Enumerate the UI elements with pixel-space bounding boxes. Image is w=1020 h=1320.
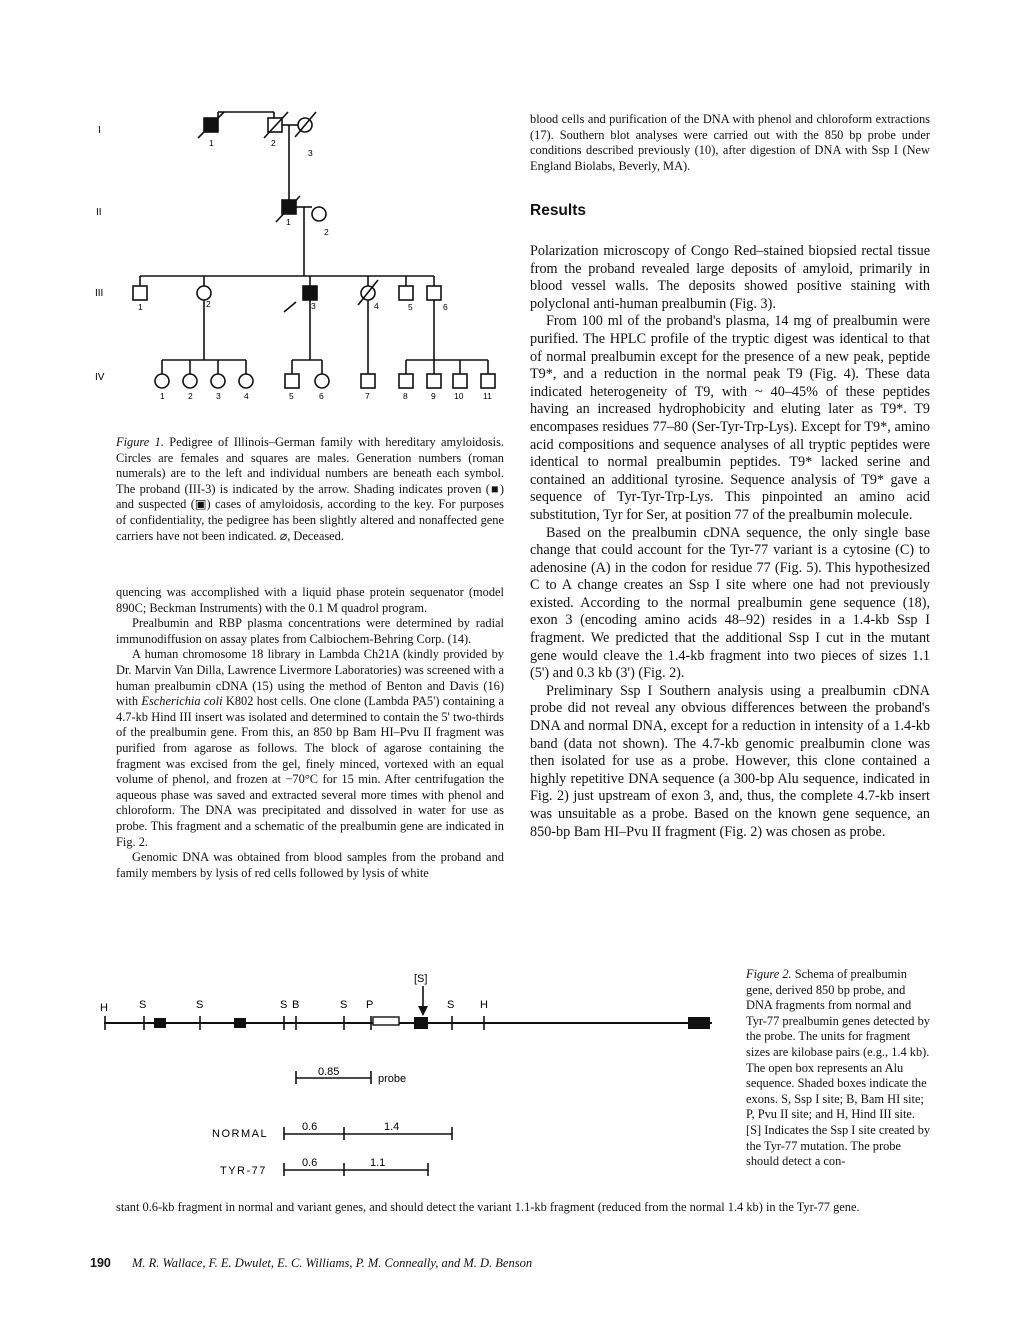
gen4-female-6 [315, 374, 329, 388]
page-footer [90, 1256, 532, 1271]
site-label-s2: S [196, 999, 204, 1011]
site-label-s3: S [280, 999, 288, 1011]
exon-2 [234, 1018, 246, 1028]
figure-2-caption-continued: stant 0.6-kb fragment in normal and variant genes, and should detect the variant 1.1-kb fragment (reduced from the normal 1.4 kb) in the Tyr-77 gene. [116, 1200, 860, 1214]
gen4-number-8: 8 [403, 391, 408, 401]
gen3-number-6: 6 [443, 302, 448, 312]
gen3-male-6 [427, 286, 441, 300]
results-paragraph-3: Based on the prealbumin cDNA sequence, the only single base change that could account for the Tyr-77 variant is a cytosine (C) to adenosine (A) in the codon for residue 77 (Fig. 5). This hypothesized C to A change creates an Ssp I site where one had not previously existed. According to the normal prealbumin gene sequence (18), exon 3 (encoding amino acids 48–92) resides in a 1.4-kb Ssp I fragment. We predicted that the additional Ssp I cut in the mutant gene would cleave the 1.4-kb fragment into two pieces of sizes 1.1 (5') and 0.3 kb (3') (Fig. 2). [530, 524, 930, 682]
gen2-individuals [276, 196, 326, 276]
tyr-fragment-0-6: 0.6 [302, 1157, 318, 1169]
figure-2-caption-side [746, 967, 932, 1170]
gen3-male-3-proband [303, 286, 317, 300]
figure-2-gene-map [96, 966, 736, 1181]
gen2-female-2 [312, 207, 326, 221]
site-label-b: B [292, 999, 300, 1011]
page-number: 190 [90, 1256, 111, 1270]
e-coli-italic: Escherichia coli [141, 694, 223, 709]
gen4-number-7: 7 [365, 391, 370, 401]
gen3-number-2: 2 [206, 299, 211, 309]
gen1-number-2: 2 [271, 138, 276, 148]
gen4-male-11 [481, 374, 495, 388]
gen2-number-1: 1 [286, 217, 291, 227]
exon-4 [688, 1017, 710, 1029]
gen4-male-5 [285, 374, 299, 388]
right-top-paragraph: blood cells and purification of the DNA with phenol and chloroform extractions (17). Southern blot analyses were carried out with the 850 bp probe under conditions described previously (10), after digestion of DNA with Ssp I (New England Biolabs, Beverly, MA). [530, 112, 930, 173]
figure-1-caption [116, 435, 504, 544]
results-heading: Results [530, 202, 586, 219]
results-paragraph-2: From 100 ml of the proband's plasma, 14 mg of prealbumin were purified. The HPLC profile of the tryptic digest was identical to that of normal prealbumin except for the presence of a new peak, peptide T9*, and a reduction in the normal peak T9 (Fig. 4). These data indicated heterogeneity of T9, with ~ 40–45% of these peptides having an increased hydrophobicity and eluting later as T9*. T9 encompases residues 77–80 (Ser-Tyr-Trp-Lys). Except for T9*, amino acid compositions and sequence analyses of all tryptic peptides were identical to normal prealbumin peptides. T9* lacked serine and contained an additional tyrosine. Sequence analysis of T9* gave a sequence of Tyr-Tyr-Trp-Lys. This pinpointed an amino acid substitution, Tyr for Ser, at position 77 of the prealbumin molecule. [530, 313, 930, 523]
gen4-number-6: 6 [319, 391, 324, 401]
generation-label-i: I [98, 125, 101, 136]
gen2-number-2: 2 [324, 227, 329, 237]
gen4-female-3 [211, 374, 225, 388]
site-label-s5: S [447, 999, 455, 1011]
pedigree-diagram [88, 100, 508, 410]
tyr-77-label: TYR-77 [220, 1165, 267, 1177]
gen4-female-1 [155, 374, 169, 388]
gen4-number-5: 5 [289, 391, 294, 401]
gen1-individuals [198, 112, 316, 200]
gen3-number-5: 5 [408, 302, 413, 312]
right-column-results-text [530, 243, 930, 841]
proband-arrow [284, 302, 296, 312]
figure-2-caption-text: Schema of prealbumin gene, derived 850 bp probe, and DNA fragments from normal and Tyr-77 prealbumin genes detected by the probe. The units for fragment sizes are kilobase pairs (e.g., 1.4 kb). The open box represents an Alu sequence. Shaded boxes indicate the exons. S, Ssp I site; B, Bam HI site; P, Pvu II site; and H, Hind III site. [S] Indicates the Ssp I site created by the Tyr-77 mutation. The probe should detect a con- [746, 967, 931, 1169]
site-label-h2: H [480, 999, 488, 1011]
site-label-s4: S [340, 999, 348, 1011]
gen4-number-2: 2 [188, 391, 193, 401]
exon-1 [154, 1018, 166, 1028]
left-paragraph-3: A human chromosome 18 library in Lambda Ch21A (kindly provided by Dr. Marvin Van Dilla, Lawrence Livermore Laboratories) was screened with a human prealbumin cDNA (15) using the method of Benton and Davis (16) with Escherichia coli K802 host cells. One clone (Lambda PA5') containing a 4.7-kb Hind III insert was isolated and determined to contain the 5' two-thirds of the prealbumin gene. From this, an 850 bp Bam HI–Pvu II fragment was purified from agarose as follows. The block of agarose containing the fragment was excised from the gel, finely minced, vortexed with an equal volume of phenol, and frozen at −70°C for 15 min. After centrifugation the aqueous phase was saved and extracted several more times with phenol and chloroform. The DNA was precipitated and dissolved in water for use as probe. This fragment and a schematic of the prealbumin gene are indicated in Fig. 2. [116, 647, 504, 849]
left-column-text [116, 585, 504, 881]
gen4-number-3: 3 [216, 391, 221, 401]
gen4-number-4: 4 [244, 391, 249, 401]
exon-3 [414, 1017, 428, 1029]
mutation-site-label: [S] [414, 973, 428, 985]
gen4-male-10 [453, 374, 467, 388]
site-label-s1: S [139, 999, 147, 1011]
right-column-top-text [530, 112, 930, 174]
normal-fragment-0-6: 0.6 [302, 1121, 318, 1133]
generation-label-ii: II [96, 207, 102, 218]
site-label-h1: H [100, 1002, 108, 1014]
gen3-number-3: 3 [311, 301, 316, 311]
gen3-number-4: 4 [374, 301, 379, 311]
generation-label-iv: IV [95, 372, 105, 383]
gen4-male-9 [427, 374, 441, 388]
gen4-male-7 [361, 374, 375, 388]
figure-1-pedigree [88, 100, 508, 410]
figure-2-label: Figure 2. [746, 967, 792, 981]
gen4-number-10: 10 [454, 391, 464, 401]
probe-size-label: 0.85 [318, 1066, 340, 1078]
gen3-individuals [133, 280, 441, 312]
gen4-number-1: 1 [160, 391, 165, 401]
site-label-p: P [366, 999, 374, 1011]
generation-label-iii: III [95, 288, 104, 299]
results-paragraph-4: Preliminary Ssp I Southern analysis using a prealbumin cDNA probe did not reveal any obvious differences between the proband's DNA and normal DNA, except for a reduction in intensity of a 1.4-kb band (data not shown). The 4.7-kb genomic prealbumin clone was then isolated for use as a probe. However, this clone contained a highly repetitive DNA sequence (a 300-bp Alu sequence, indicated in Fig. 2) just upstream of exon 3, and, thus, the complete 4.7-kb insert was unsuitable as a probe. Based on the known gene sequence, an 850-bp Bam HI–Pvu II fragment (Fig. 2) was chosen as probe. [530, 682, 930, 840]
gen3-male-5 [399, 286, 413, 300]
gen4-number-11: 11 [483, 391, 492, 401]
footer-authors: M. R. Wallace, F. E. Dwulet, E. C. Williams, P. M. Conneally, and M. D. Benson [131, 1256, 533, 1270]
results-paragraph-1: Polarization microscopy of Congo Red–stained biopsied rectal tissue from the proband revealed large deposits of amyloid, primarily in blood vessel walls. The deposits showed positive staining with polyclonal anti-human prealbumin (Fig. 3). [530, 243, 930, 312]
left-paragraph-1: quencing was accomplished with a liquid phase protein sequenator (model 890C; Beckman Instruments) with the 0.1 M quadrol program. [116, 585, 504, 615]
gen1-number-3: 3 [308, 148, 313, 158]
gen4-individuals [155, 374, 495, 388]
gen4-female-2 [183, 374, 197, 388]
figure-1-label: Figure 1. [116, 435, 164, 449]
tyr-fragment-1-1: 1.1 [370, 1157, 386, 1169]
gen3-female-2 [197, 286, 211, 300]
left-paragraph-4: Genomic DNA was obtained from blood samples from the proband and family members by lysis of red cells followed by lysis of white [116, 850, 504, 880]
gen1-number-1: 1 [209, 138, 214, 148]
gen4-male-8 [399, 374, 413, 388]
gen4-female-4 [239, 374, 253, 388]
left-paragraph-2: Prealbumin and RBP plasma concentrations were determined by radial immunodiffusion on assay plates from Calbiochem-Behring Corp. (14). [116, 616, 504, 646]
normal-fragment-1-4: 1.4 [384, 1121, 400, 1133]
gen4-number-9: 9 [431, 391, 436, 401]
gene-map-diagram [96, 966, 736, 1181]
gen3-number-1: 1 [138, 302, 143, 312]
alu-sequence-box [373, 1017, 399, 1025]
figure-1-caption-text: Pedigree of Illinois–German family with hereditary amyloidosis. Circles are females and squares are males. Generation numbers (roman numerals) are to the left and individual numbers are beneath each symbol. The proband (III-3) is indicated by the arrow. Shading indicates proven (■) and suspected (▣) cases of amyloidosis, according to the key. For purposes of confidentiality, the pedigree has been slightly altered and nonaffected gene carriers have not been indicated. ⌀, Deceased. [116, 435, 504, 543]
gen3-male-1 [133, 286, 147, 300]
probe-label: probe [378, 1073, 407, 1085]
normal-label: NORMAL [212, 1128, 269, 1140]
